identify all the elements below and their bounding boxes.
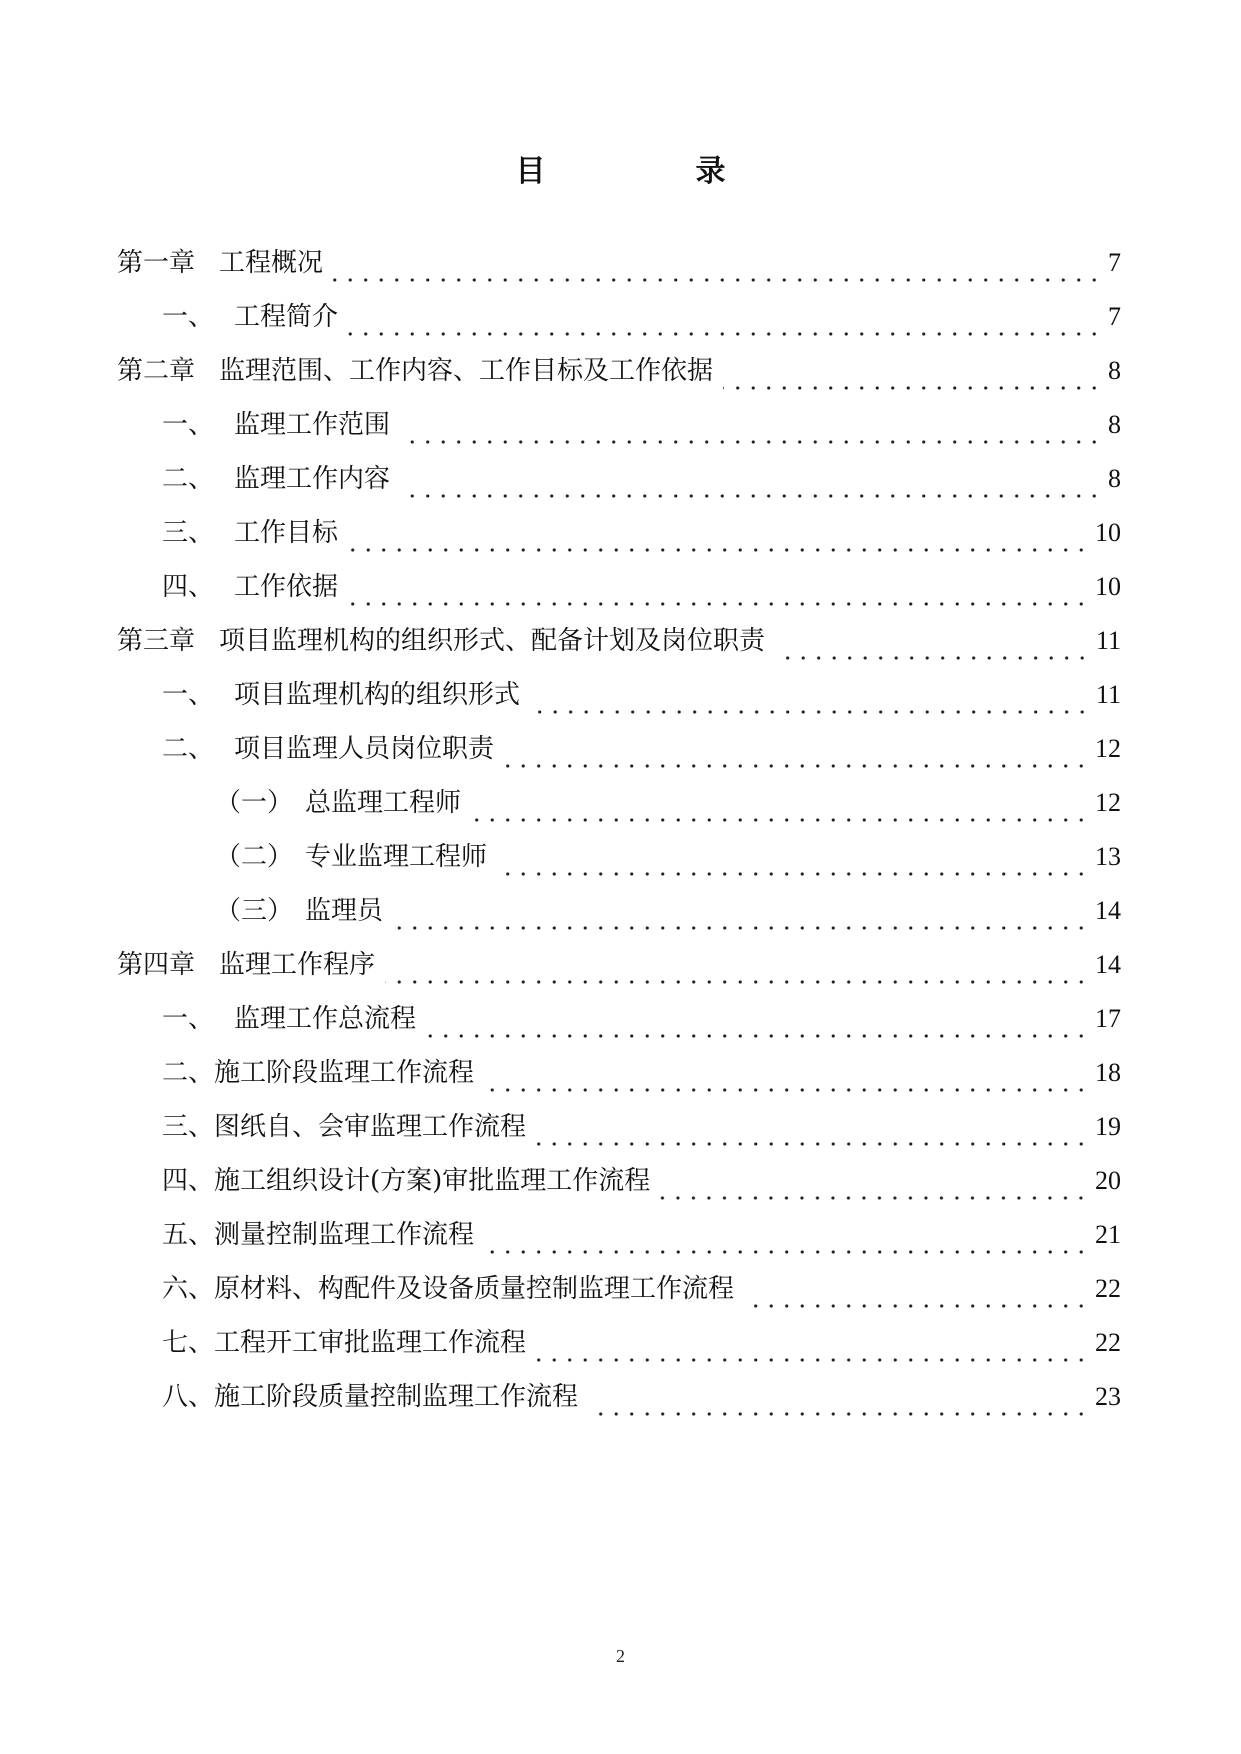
toc-entry[interactable]: [117, 945, 1121, 985]
toc-entry-page: 8: [1108, 356, 1121, 385]
toc-entry-page: 7: [1108, 248, 1121, 277]
dot-leader: [400, 417, 1102, 445]
toc-entry-text: 专业监理工程师: [305, 842, 488, 872]
toc-entry-text: 监理工作程序: [219, 950, 376, 980]
toc-entry[interactable]: [162, 1215, 1121, 1255]
dot-leader: [775, 633, 1090, 661]
toc-entry-page: 14: [1095, 950, 1121, 979]
toc-entry[interactable]: [162, 999, 1121, 1039]
toc-entry-text: 项目监理机构的组织形式、配备计划及岗位职责: [219, 626, 766, 656]
toc-entry-text: 监理工作内容: [234, 464, 391, 494]
dot-leader: [484, 1227, 1089, 1255]
toc-entry-number: 二、: [162, 464, 215, 494]
dot-leader: [588, 1389, 1089, 1417]
toc-entry-page: 22: [1095, 1328, 1121, 1357]
toc-entry[interactable]: [215, 837, 1121, 877]
toc-entry-text: 监理员: [305, 896, 384, 926]
toc-entry[interactable]: [162, 405, 1121, 445]
toc-entry[interactable]: [162, 459, 1121, 499]
toc-entry-number: 二、: [162, 734, 215, 764]
dot-leader: [660, 1173, 1089, 1201]
toc-entry[interactable]: [117, 621, 1121, 661]
dot-leader: [497, 849, 1089, 877]
toc-entry-page: 18: [1095, 1058, 1121, 1087]
toc-entry-number: 一、: [162, 302, 215, 332]
toc-entry-page: 17: [1095, 1004, 1121, 1033]
toc-entry-page: 8: [1108, 464, 1121, 493]
toc-entry-text: 总监理工程师: [305, 788, 462, 818]
toc-entry-page: 19: [1095, 1112, 1121, 1141]
toc-entry-page: 14: [1095, 896, 1121, 925]
toc-entry-text: 监理工作范围: [234, 410, 391, 440]
toc-entry-number: 第二章: [117, 356, 196, 386]
dot-leader: [348, 579, 1089, 607]
page-number: 2: [616, 1646, 625, 1666]
toc-entry-page: 21: [1095, 1220, 1121, 1249]
toc-entry[interactable]: [215, 891, 1121, 931]
dot-leader: [484, 1065, 1089, 1093]
toc-entry-number: 第四章: [117, 950, 196, 980]
dot-leader: [744, 1281, 1089, 1309]
toc-entry-page: 12: [1095, 788, 1121, 817]
dot-leader: [348, 309, 1102, 337]
toc-entry-text: 测量控制监理工作流程: [214, 1220, 475, 1250]
toc-entry-number: 第一章: [117, 248, 196, 278]
toc-entry-number: 第三章: [117, 626, 196, 656]
toc-entry[interactable]: [117, 351, 1121, 391]
toc-entry-number: 四、: [162, 1166, 215, 1196]
toc-entry-number: （一）: [215, 788, 294, 818]
toc-entry[interactable]: [162, 1323, 1121, 1363]
toc-entry-text: 工程简介: [234, 302, 339, 332]
toc-entry-number: （二）: [215, 842, 294, 872]
toc-entry-text: 原材料、构配件及设备质量控制监理工作流程: [214, 1274, 735, 1304]
toc-entry-text: 项目监理人员岗位职责: [234, 734, 495, 764]
dot-leader: [393, 903, 1089, 931]
toc-entry-number: 三、: [162, 1112, 215, 1142]
dot-leader: [348, 525, 1089, 553]
dot-leader: [333, 255, 1102, 283]
toc-entry-text: 施工阶段监理工作流程: [214, 1058, 475, 1088]
dot-leader: [504, 741, 1089, 769]
toc-entry[interactable]: [162, 513, 1121, 553]
toc-title: 目 录: [515, 154, 786, 189]
toc-entry-number: 四、: [162, 572, 215, 602]
toc-entry-page: 11: [1095, 626, 1121, 655]
toc-entry-number: 一、: [162, 680, 215, 710]
dot-leader: [471, 795, 1089, 823]
toc-entry-text: 图纸自、会审监理工作流程: [214, 1112, 527, 1142]
toc-entry-number: 七、: [162, 1328, 215, 1358]
toc-entry-number: （三）: [215, 896, 294, 926]
toc-entry-number: 一、: [162, 1004, 215, 1034]
toc-entry[interactable]: [162, 1269, 1121, 1309]
toc-entry[interactable]: [162, 1377, 1121, 1417]
toc-entry-page: 12: [1095, 734, 1121, 763]
toc-entry-text: 工程开工审批监理工作流程: [214, 1328, 527, 1358]
toc-entry[interactable]: [162, 567, 1121, 607]
toc-entry-number: 六、: [162, 1274, 215, 1304]
toc-entry[interactable]: [215, 783, 1121, 823]
toc-entry-page: 13: [1095, 842, 1121, 871]
dot-leader: [426, 1011, 1089, 1039]
toc-entry-page: 10: [1095, 518, 1121, 547]
toc-entry-page: 11: [1095, 680, 1121, 709]
toc-entry-text: 施工阶段质量控制监理工作流程: [214, 1382, 579, 1412]
toc-entry[interactable]: [162, 1107, 1121, 1147]
dot-leader: [530, 687, 1090, 715]
dot-leader: [723, 363, 1102, 391]
toc-entry-page: 20: [1095, 1166, 1121, 1195]
toc-entry-page: 8: [1108, 410, 1121, 439]
toc-entry[interactable]: [162, 675, 1121, 715]
toc-entry[interactable]: [162, 1053, 1121, 1093]
toc-entry-text: 监理范围、工作内容、工作目标及工作依据: [219, 356, 714, 386]
toc-entry[interactable]: [162, 729, 1121, 769]
toc-entry-text: 监理工作总流程: [234, 1004, 417, 1034]
toc-entry-page: 7: [1108, 302, 1121, 331]
toc-entry-text: 施工组织设计(方案)审批监理工作流程: [214, 1166, 651, 1196]
toc-entry-page: 23: [1095, 1382, 1121, 1411]
toc-entry-number: 二、: [162, 1058, 215, 1088]
toc-entry-page: 10: [1095, 572, 1121, 601]
dot-leader: [536, 1119, 1089, 1147]
toc-entry-text: 工作依据: [234, 572, 339, 602]
toc-entry-number: 八、: [162, 1382, 215, 1412]
toc-entry-page: 22: [1095, 1274, 1121, 1303]
toc-entry[interactable]: [117, 243, 1121, 283]
toc-entry-number: 一、: [162, 410, 215, 440]
toc-entry-text: 工程概况: [219, 248, 324, 278]
dot-leader: [385, 957, 1089, 985]
toc-entry[interactable]: [162, 1161, 1121, 1201]
toc-entry-text: 项目监理机构的组织形式: [234, 680, 521, 710]
dot-leader: [536, 1335, 1089, 1363]
toc-entry-number: 五、: [162, 1220, 215, 1250]
dot-leader: [400, 471, 1102, 499]
toc-entry-text: 工作目标: [234, 518, 339, 548]
toc-entry[interactable]: [162, 297, 1121, 337]
toc-entry-number: 三、: [162, 518, 215, 548]
